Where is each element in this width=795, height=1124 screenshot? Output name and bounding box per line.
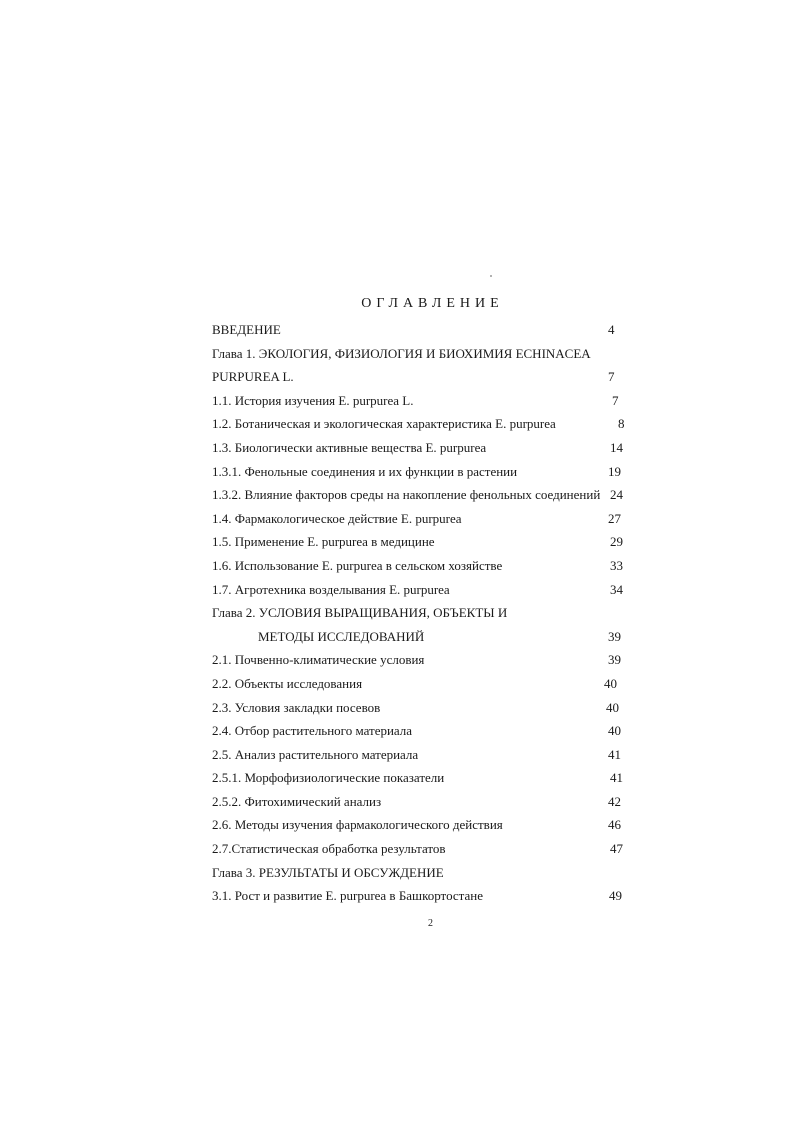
toc-entry-page: 40 <box>608 723 621 739</box>
toc-entry-page: 49 <box>609 888 622 904</box>
toc-entry-text: 2.7.Статистическая обработка результатов <box>212 841 446 857</box>
toc-entry[interactable] <box>212 320 632 344</box>
toc-entry-page: 41 <box>608 746 621 762</box>
toc-entry-text: 1.2. Ботаническая и экологическая характеристика E. purpurea <box>212 416 556 432</box>
toc-entry[interactable] <box>212 815 632 839</box>
toc-entry-text: 2.6. Методы изучения фармакологического действия <box>212 817 503 833</box>
toc-entry-page: 40 <box>604 675 617 691</box>
toc-entry[interactable] <box>212 886 632 910</box>
toc-entry-text: 2.5. Анализ растительного материала <box>212 746 419 762</box>
toc-entry-text: 1.3.2. Влияние факторов среды на накопление фенольных соединений <box>212 487 601 503</box>
toc-entry-page: 46 <box>608 817 621 833</box>
toc-entry[interactable] <box>212 367 632 391</box>
page-number: 2 <box>428 918 433 929</box>
scan-speck <box>490 275 492 277</box>
toc-entry[interactable] <box>212 745 632 769</box>
toc-entry-page: 14 <box>610 439 623 455</box>
toc-entry-text: 3.1. Рост и развитие E. purpurea в Башкортостане <box>212 888 483 904</box>
toc-entry[interactable] <box>212 532 632 556</box>
toc-entry-page: 39 <box>608 652 621 668</box>
toc-entry-page: 42 <box>608 793 621 809</box>
toc-entry[interactable] <box>212 698 632 722</box>
toc-entry[interactable] <box>212 509 632 533</box>
toc-entry-text: 2.5.2. Фитохимический анализ <box>212 793 382 809</box>
toc-entry[interactable] <box>212 627 632 651</box>
toc-entry-page: 7 <box>612 392 619 408</box>
toc-entry[interactable] <box>212 414 632 438</box>
toc-entry-text: ВВЕДЕНИЕ <box>212 322 281 337</box>
toc-entry[interactable] <box>212 792 632 816</box>
toc-entry-text: Глава 2. УСЛОВИЯ ВЫРАЩИВАНИЯ, ОБЪЕКТЫ И <box>212 605 508 621</box>
toc-entry[interactable] <box>212 462 632 486</box>
toc-entry[interactable] <box>212 438 632 462</box>
toc-entry[interactable] <box>212 485 632 509</box>
toc-entry[interactable] <box>212 580 632 604</box>
toc-entry-page: 40 <box>606 699 619 715</box>
toc-entry-page: 34 <box>610 581 623 597</box>
toc-entry-text: Глава 3. РЕЗУЛЬТАТЫ И ОБСУЖДЕНИЕ <box>212 864 444 880</box>
toc-entry-page: 7 <box>608 369 615 385</box>
toc-entry-text: 2.2. Объекты исследования <box>212 675 363 691</box>
toc-entry-text: 1.4. Фармакологическое действие E. purpurea <box>212 510 462 526</box>
toc-entry-page: 41 <box>610 770 623 786</box>
toc-entry-text: 2.1. Почвенно-климатические условия <box>212 652 425 668</box>
toc-entry[interactable] <box>212 863 632 887</box>
toc-entry-text: PURPUREA L. <box>212 369 294 385</box>
toc-entry-page: 33 <box>610 557 623 573</box>
toc-entry-text: Глава 1. ЭКОЛОГИЯ, ФИЗИОЛОГИЯ И БИОХИМИЯ ECHINACEA <box>212 345 591 361</box>
toc-entry-text: 2.3. Условия закладки посевов <box>212 699 381 715</box>
toc-entry-page: 24 <box>610 487 623 503</box>
toc-entry-page: 39 <box>608 628 621 644</box>
toc-entry-page: 4 <box>608 322 615 337</box>
toc-entry[interactable] <box>212 391 632 415</box>
toc-entry-text: 2.5.1. Морфофизиологические показатели <box>212 770 445 786</box>
toc-entry-page: 27 <box>608 510 621 526</box>
toc-entry-text: 1.7. Агротехника возделывания E. purpurea <box>212 581 450 597</box>
toc-entry-text: 1.6. Использование E. purpurea в сельском хозяйстве <box>212 557 503 573</box>
toc-entry[interactable] <box>212 556 632 580</box>
toc-entry-text: 1.1. История изучения E. purpurea L. <box>212 392 414 408</box>
toc-entry[interactable] <box>212 839 632 863</box>
toc-title: ОГЛАВЛЕНИЕ <box>361 296 504 311</box>
toc-entry-text: 1.3.1. Фенольные соединения и их функции в растении <box>212 463 518 479</box>
toc-entry[interactable] <box>212 768 632 792</box>
toc-entry-page: 19 <box>608 463 621 479</box>
toc-entry-page: 47 <box>610 841 623 857</box>
toc-entry[interactable] <box>212 344 632 368</box>
toc-entry[interactable] <box>212 674 632 698</box>
toc-entry[interactable] <box>212 603 632 627</box>
toc-entry-text: 2.4. Отбор растительного материала <box>212 723 413 739</box>
toc-entry-text: 1.3. Биологически активные вещества E. purpurea <box>212 439 487 455</box>
toc-entry-text: МЕТОДЫ ИССЛЕДОВАНИЙ <box>258 628 425 644</box>
toc-entry-text: 1.5. Применение E. purpurea в медицине <box>212 534 435 550</box>
toc-entry-page: 29 <box>610 534 623 550</box>
toc-entry[interactable] <box>212 721 632 745</box>
table-of-contents <box>212 320 632 910</box>
toc-entry[interactable] <box>212 650 632 674</box>
toc-entry-page: 8 <box>618 416 625 432</box>
